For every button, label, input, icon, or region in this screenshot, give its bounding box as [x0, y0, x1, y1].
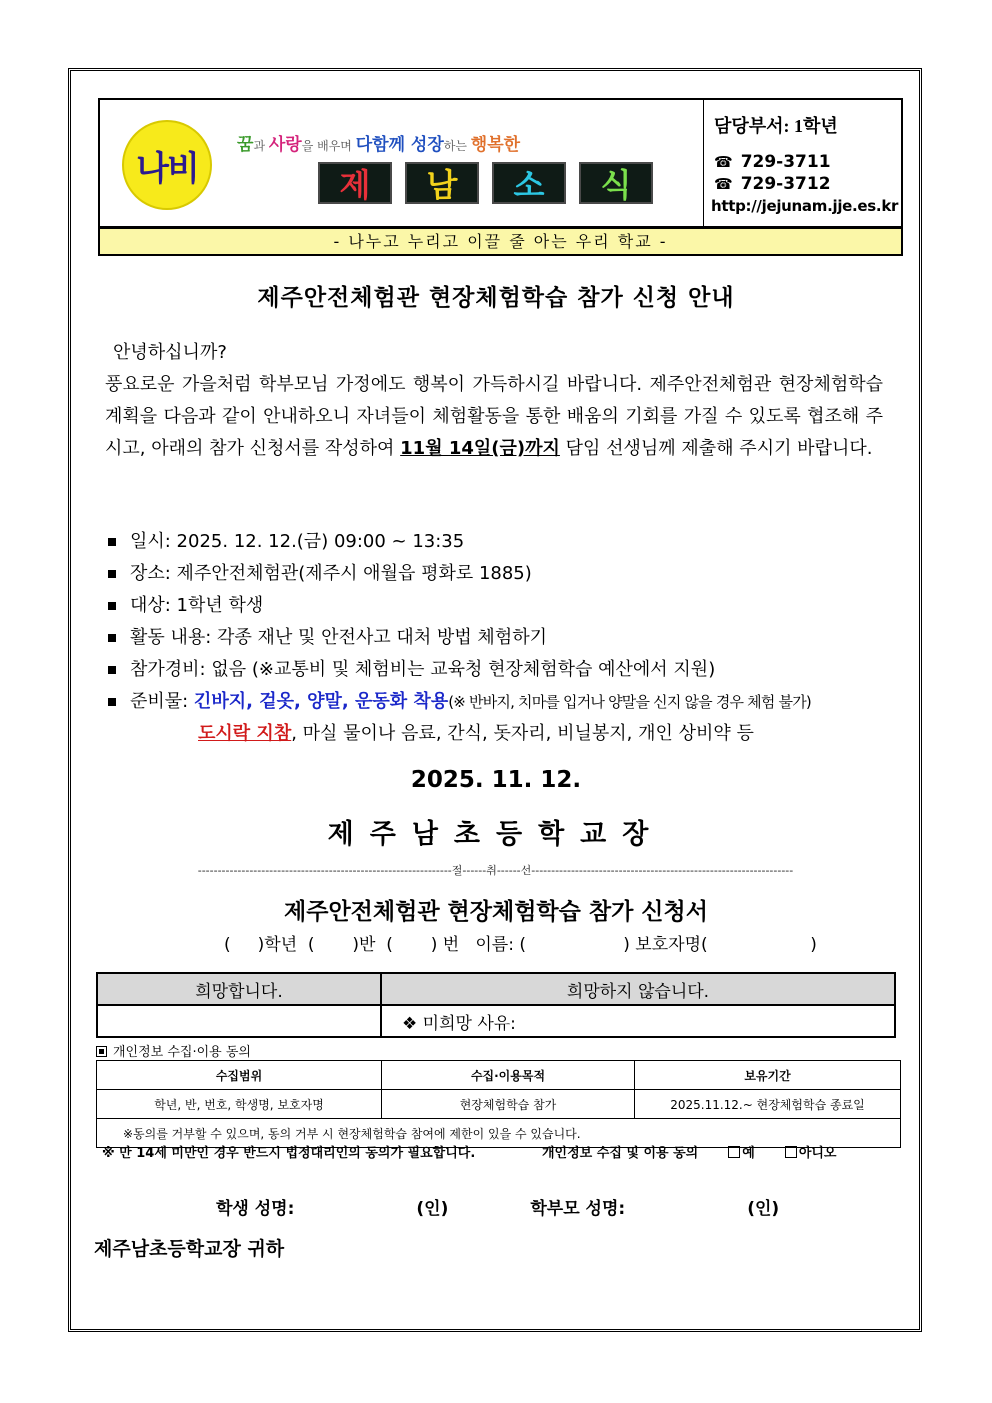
- slogan-part: 과: [253, 139, 269, 153]
- slogan-part: 행복한: [470, 135, 521, 155]
- title-char: 소: [492, 162, 566, 204]
- privacy-label-text: 개인정보 수집·이용 동의: [113, 1045, 251, 1060]
- consent-no-label: 아니오: [798, 1146, 837, 1161]
- school-motto: - 나누고 누리고 이끌 줄 아는 우리 학교 -: [98, 228, 903, 256]
- form-title: 제주안전체험관 현장체험학습 참가 신청서: [284, 899, 708, 925]
- table-cell: 학년, 반, 번호, 학생명, 보호자명: [97, 1090, 382, 1119]
- phone-line: [714, 152, 831, 172]
- parent-sign-label: 학부모 성명:: [530, 1199, 626, 1219]
- newsletter-title: [318, 162, 653, 204]
- reason-field[interactable]: [381, 1005, 895, 1037]
- slogan: [237, 130, 520, 155]
- wish-yes-cell[interactable]: 희망합니다.: [97, 973, 381, 1005]
- phone-line: [714, 174, 831, 194]
- item-text: 일시: 2025. 12. 12.(금) 09:00 ~ 13:35: [130, 531, 465, 552]
- square-bullet-icon: [108, 570, 116, 578]
- table-cell: 현장체험학습 참가: [382, 1090, 635, 1119]
- header-brand: [100, 100, 703, 226]
- telephone-icon: ☎: [714, 153, 733, 171]
- wish-no-cell[interactable]: 희망하지 않습니다.: [381, 973, 895, 1005]
- table-header: 보유기간: [635, 1061, 901, 1090]
- slogan-part: 성장: [410, 135, 444, 155]
- title-char: 남: [405, 162, 479, 204]
- phone-number: 729-3711: [740, 152, 831, 172]
- telephone-icon: ☎: [714, 175, 733, 193]
- school-logo-text: 나비: [136, 148, 198, 189]
- signature-row: [216, 1194, 779, 1219]
- square-bullet-icon: [108, 666, 116, 674]
- list-item: [108, 654, 898, 686]
- consent-yes-label: 예: [742, 1146, 755, 1161]
- school-logo: [122, 120, 212, 210]
- list-item: [108, 558, 898, 590]
- privacy-section-label: [96, 1041, 251, 1060]
- seal-mark: (인): [416, 1199, 449, 1219]
- slogan-part: 하는: [443, 139, 471, 153]
- prep-highlight: 긴바지, 겉옷, 양말, 운동화 착용: [193, 691, 449, 712]
- consent-yes-checkbox[interactable]: [728, 1146, 740, 1158]
- addressee: 제주남초등학교장 귀하: [94, 1238, 285, 1260]
- greeting: 안녕하십니까?: [113, 342, 227, 363]
- consent-note: ※ 만 14세 미만인 경우 반드시 법정대리인의 동의가 필요합니다.: [102, 1146, 476, 1161]
- item-text: 대상: 1학년 학생: [130, 595, 264, 616]
- deadline: 11월 14일(금)까지: [400, 438, 560, 459]
- table-cell: 2025.11.12.~ 현장체험학습 종료일: [635, 1090, 901, 1119]
- lunch-highlight: 도시락 지참: [198, 723, 292, 744]
- title-char: 식: [579, 162, 653, 204]
- consent-row: [102, 1142, 837, 1161]
- details-list: [108, 526, 898, 750]
- square-bullet-icon: [108, 602, 116, 610]
- filled-square-icon: [96, 1046, 107, 1057]
- consent-no-checkbox[interactable]: [785, 1146, 797, 1158]
- table-header: 수집·이용목적: [382, 1061, 635, 1090]
- item-text: 활동 내용: 각종 재난 및 안전사고 대처 방법 체험하기: [130, 627, 547, 648]
- privacy-note: ※동의를 거부할 수 있으며, 동의 거부 시 현장체험학습 참여에 제한이 있을 수 있습니다.: [97, 1119, 901, 1148]
- consent-label: 개인정보 수집 및 이용 동의: [542, 1146, 699, 1161]
- cut-line: ----------------------------------------------------------------절------취------선------------------------------------------------------------------: [197, 864, 794, 877]
- square-bullet-icon: [108, 634, 116, 642]
- slogan-part: 사랑: [268, 135, 302, 155]
- student-info-fields[interactable]: ( )학년 ( )반 ( ) 번 이름: ( ) 보호자명( ): [224, 935, 817, 955]
- newsletter-header: [98, 98, 903, 228]
- contact-info: [703, 100, 901, 226]
- item-text: , 마실 물이나 음료, 간식, 돗자리, 비닐봉지, 개인 상비약 등: [291, 723, 754, 744]
- list-item: [108, 622, 898, 654]
- participation-choice-table: [96, 972, 896, 1038]
- item-text: 장소: 제주안전체험관(제주시 애월읍 평화로 1885): [130, 563, 532, 584]
- notice-body: [105, 337, 883, 465]
- item-text: 준비물:: [130, 691, 189, 712]
- body-paragraph: [105, 369, 883, 465]
- list-item: [108, 686, 898, 718]
- privacy-table: [96, 1060, 901, 1148]
- slogan-part: 꿈: [237, 135, 254, 155]
- notice-title: 제주안전체험관 현장체험학습 참가 신청 안내: [257, 285, 735, 311]
- body-text: 풍요로운 가을처럼 학부모님 가정에도 행복이 가득하시길 바랍니다. 제주안전체험관 현장체험학습 계획을 다음과 같이 안내하오니 자녀들이 체험활동을 통한 배움의 기회를 가질 수 있도록 협조해 주시고, 아래의 참가 신청서를 작성하여: [105, 374, 883, 459]
- slogan-part: 을 배우며: [301, 139, 356, 153]
- prep-note: (※ 반바지, 치마를 입거나 양말을 신지 않을 경우 체험 불가): [448, 693, 811, 711]
- issue-date: 2025. 11. 12.: [410, 767, 582, 793]
- item-text: 참가경비: 없음 (※교통비 및 체험비는 교육청 현장체험학습 예산에서 지원): [130, 659, 716, 680]
- consent-options: [542, 1142, 837, 1161]
- seal-mark: (인): [747, 1199, 780, 1219]
- title-char: 제: [318, 162, 392, 204]
- list-item: [108, 718, 898, 750]
- list-item: [108, 590, 898, 622]
- list-item: [108, 526, 898, 558]
- square-bullet-icon: [108, 698, 116, 706]
- principal-title: 제주남초등학교장: [327, 819, 665, 850]
- student-sign-label: 학생 성명:: [216, 1199, 295, 1219]
- table-header: 수집범위: [97, 1061, 382, 1090]
- phone-number: 729-3712: [740, 174, 831, 194]
- slogan-part: 다함께: [355, 135, 405, 155]
- body-text: 담임 선생님께 제출해 주시기 바랍니다.: [559, 438, 873, 459]
- reason-label: ❖ 미희망 사유:: [402, 1013, 516, 1034]
- square-bullet-icon: [108, 538, 116, 546]
- wish-yes-input[interactable]: [97, 1005, 381, 1037]
- department: 담당부서: 1학년: [714, 116, 838, 136]
- school-url[interactable]: http://jejunam.jje.es.kr: [711, 197, 899, 215]
